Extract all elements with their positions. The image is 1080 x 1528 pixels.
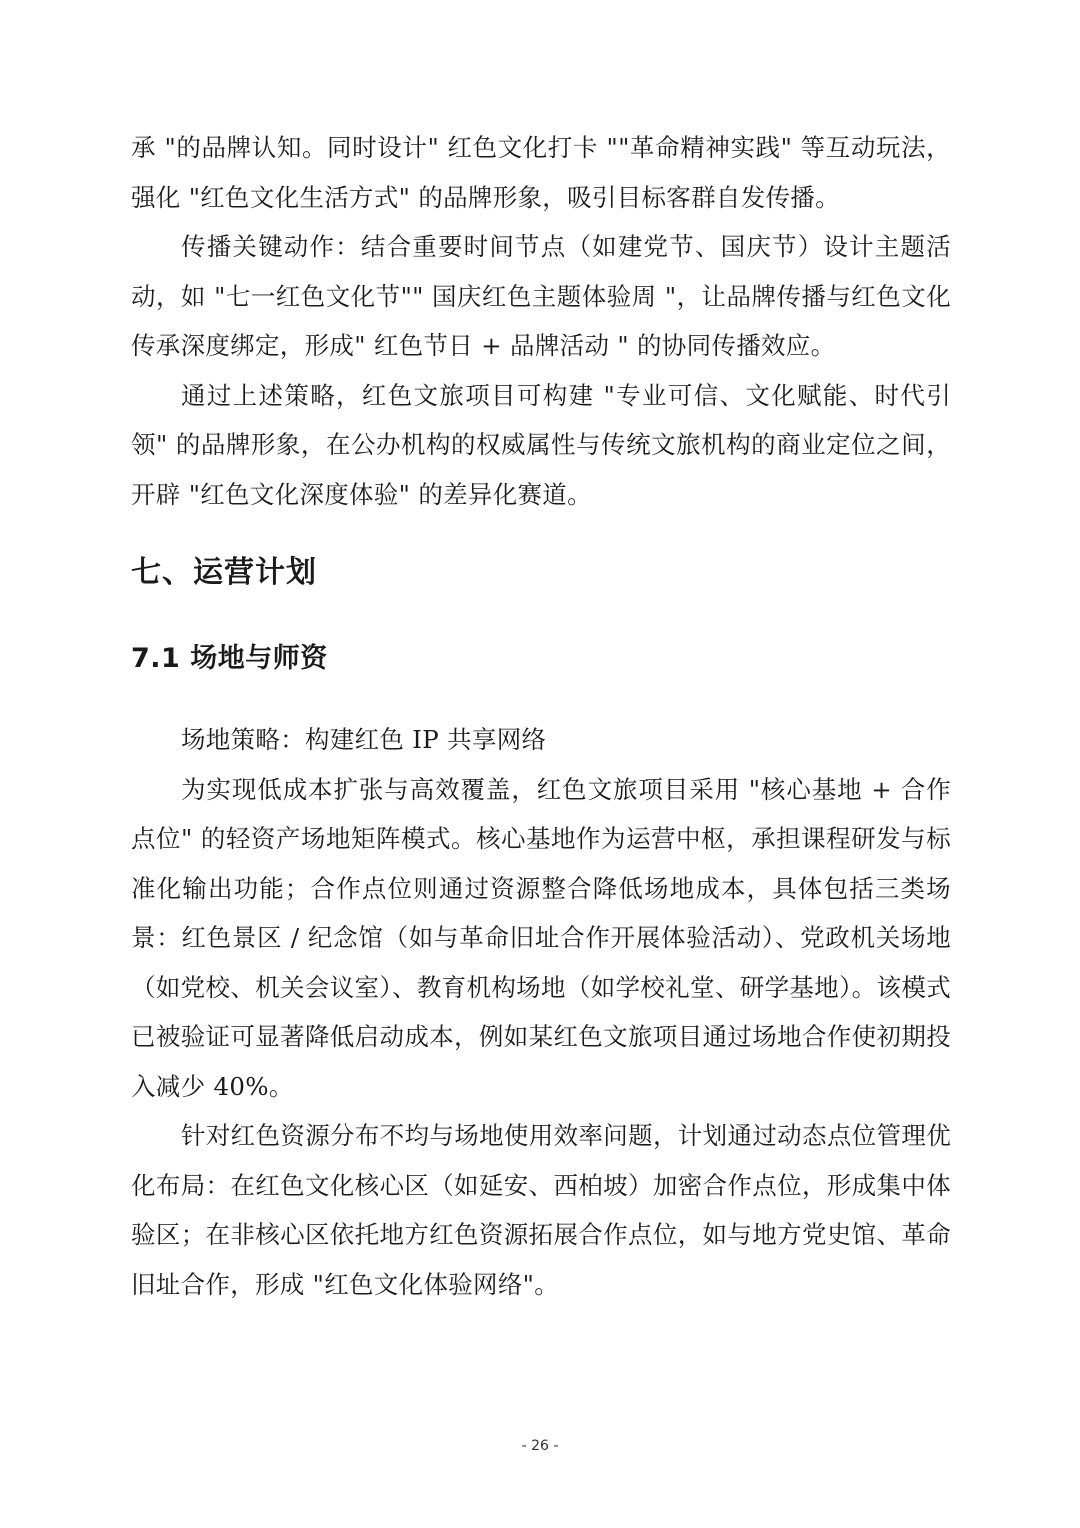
paragraph-strategy-summary: 通过上述策略，红色文旅项目可构建 "专业可信、文化赋能、时代引领" 的品牌形象，在公办机构的权威属性与传统文旅机构的商业定位之间，开辟 "红色文化深度体验" 的差异化赛道。 bbox=[131, 380, 951, 509]
paragraph-communication-actions: 传播关键动作：结合重要时间节点（如建党节、国庆节）设计主题活动，如 "七一红色文化节"" 国庆红色主题体验周 "，让品牌传播与红色文化传承深度绑定，形成" 红色节日 + 品牌活动 " 的协同传播效应。 bbox=[131, 232, 951, 360]
top-text-block bbox=[131, 123, 951, 519]
paragraph-venue-strategy-title: 场地策略：构建红色 IP 共享网络 bbox=[181, 725, 547, 754]
page-number: - 26 - bbox=[521, 1438, 559, 1454]
section-heading: 7.1 场地与师资 bbox=[131, 643, 328, 674]
paragraph-brand-cognition: 承 "的品牌认知。同时设计" 红色文化打卡 ""革命精神实践" 等互动玩法，强化 "红色文化生活方式" 的品牌形象，吸引目标客群自发传播。 bbox=[131, 133, 951, 212]
chapter-heading: 七、运营计划 bbox=[131, 555, 317, 590]
section-7-1-text-block bbox=[131, 715, 951, 1309]
paragraph-dynamic-layout: 针对红色资源分布不均与场地使用效率问题，计划通过动态点位管理优化布局：在红色文化核心区（如延安、西柏坡）加密合作点位，形成集中体验区；在非核心区依托地方红色资源拓展合作点位，如与地方党史馆、革命旧址合作，形成 "红色文化体验网络"。 bbox=[131, 1121, 951, 1299]
paragraph-venue-matrix: 为实现低成本扩张与高效覆盖，红色文旅项目采用 "核心基地 + 合作点位" 的轻资产场地矩阵模式。核心基地作为运营中枢，承担课程研发与标准化输出功能；合作点位则通过资源整合降低场地成本，具体包括三类场景：红色景区 / 纪念馆（如与革命旧址合作开展体验活动）、党政机关场地（如党校、机关会议室）、教育机构场地（如学校礼堂、研学基地）。该模式已被验证可显著降低启动成本，例如某红色文旅项目通过场地合作使初期投入减少 40%。 bbox=[131, 774, 951, 1101]
